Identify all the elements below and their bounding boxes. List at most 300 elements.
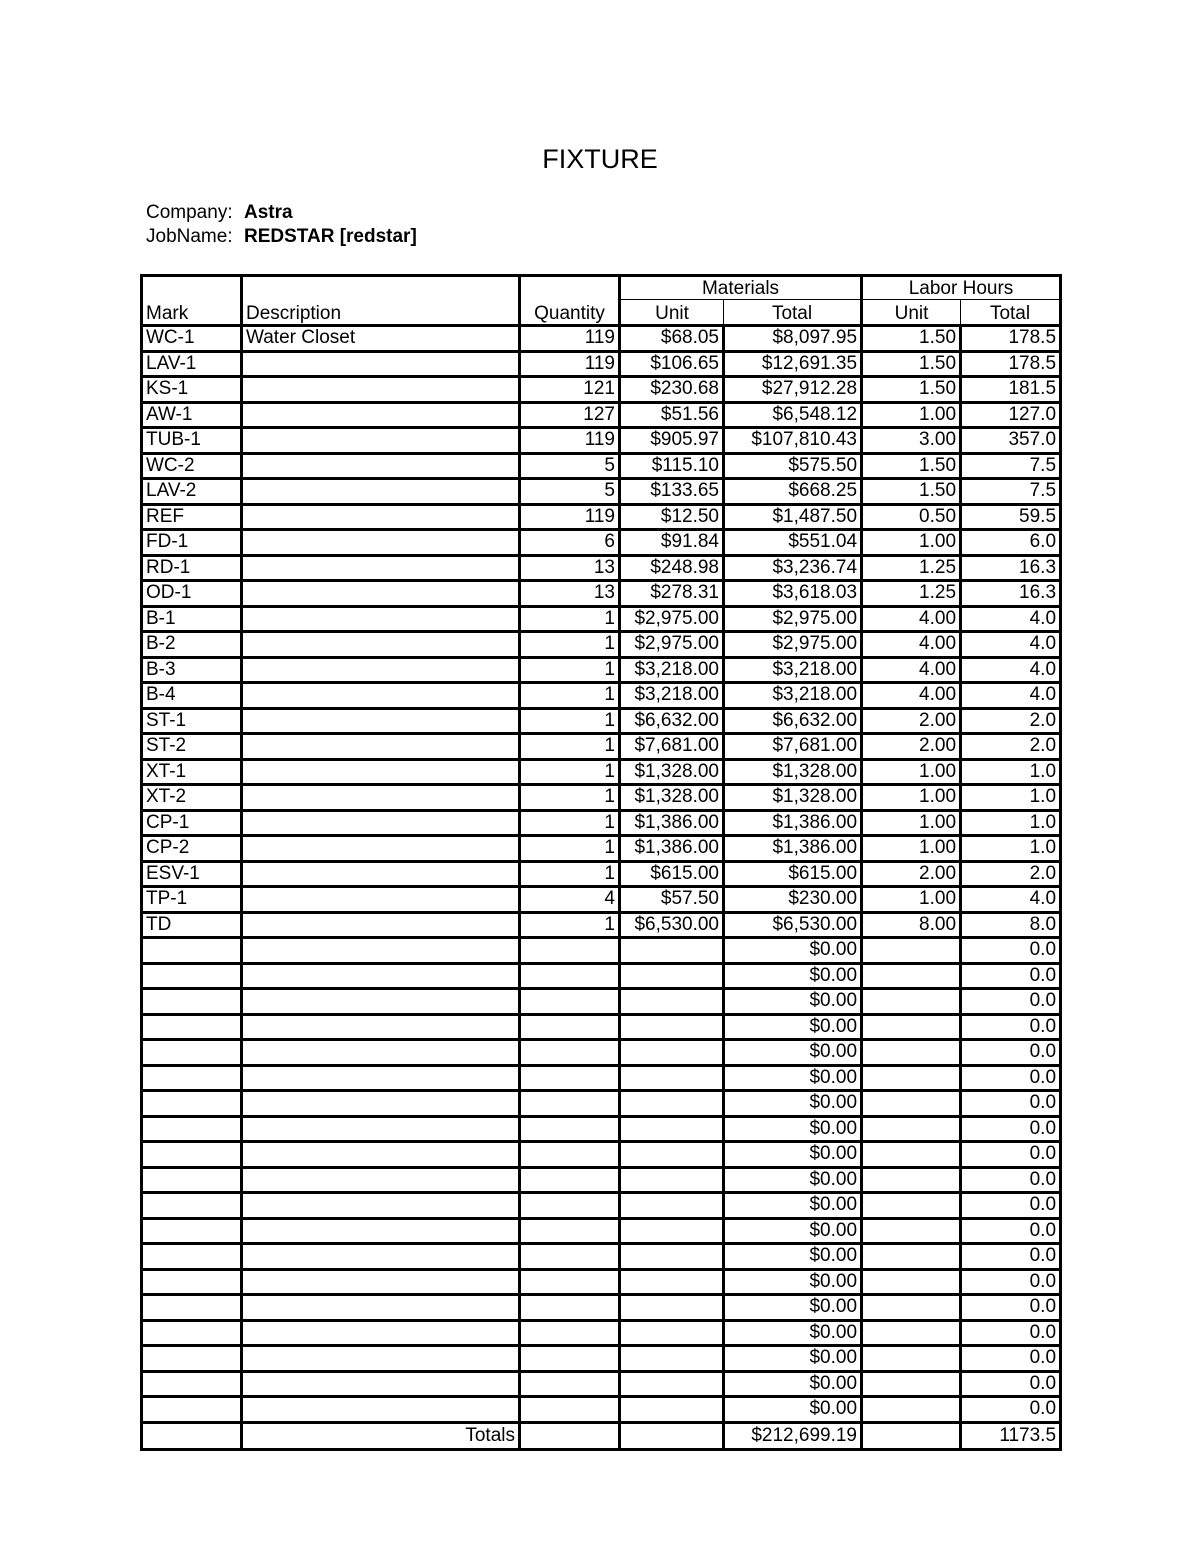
cell-labor-total: 2.0 bbox=[961, 708, 1061, 734]
table-row bbox=[142, 734, 1061, 760]
cell-materials-unit: $1,328.00 bbox=[620, 785, 724, 811]
fixture-table bbox=[140, 274, 1062, 1451]
cell-materials-unit bbox=[620, 1295, 724, 1321]
cell-materials-total: $27,912.28 bbox=[724, 377, 862, 403]
cell-materials-total: $0.00 bbox=[724, 1218, 862, 1244]
cell-materials-unit: $278.31 bbox=[620, 581, 724, 607]
cell-labor-total: 0.0 bbox=[961, 1040, 1061, 1066]
col-header-mark: Mark bbox=[142, 300, 242, 326]
cell-mark: B-1 bbox=[142, 606, 242, 632]
cell-mark bbox=[142, 1269, 242, 1295]
cell-description bbox=[242, 657, 520, 683]
cell-labor-total: 16.3 bbox=[961, 555, 1061, 581]
cell-labor-unit: 1.00 bbox=[862, 402, 961, 428]
cell-materials-unit: $3,218.00 bbox=[620, 657, 724, 683]
cell-description bbox=[242, 1040, 520, 1066]
cell-labor-unit bbox=[862, 1269, 961, 1295]
col-header-labor-total: Total bbox=[961, 300, 1061, 326]
cell-quantity: 6 bbox=[520, 530, 620, 556]
labor-hours-group-header: Labor Hours bbox=[862, 276, 1061, 300]
cell-quantity: 1 bbox=[520, 759, 620, 785]
cell-labor-total: 0.0 bbox=[961, 1167, 1061, 1193]
table-row bbox=[142, 1397, 1061, 1423]
cell-mark: OD-1 bbox=[142, 581, 242, 607]
jobname-label: JobName: bbox=[146, 226, 233, 247]
cell-quantity bbox=[520, 1167, 620, 1193]
cell-labor-total: 2.0 bbox=[961, 861, 1061, 887]
cell-description bbox=[242, 1269, 520, 1295]
cell-description bbox=[242, 785, 520, 811]
header-blank bbox=[520, 276, 620, 300]
cell-labor-unit bbox=[862, 1295, 961, 1321]
cell-materials-total: $0.00 bbox=[724, 963, 862, 989]
header-blank bbox=[142, 276, 242, 300]
cell-mark: WC-1 bbox=[142, 326, 242, 352]
cell-mark bbox=[142, 1014, 242, 1040]
cell-quantity bbox=[520, 1295, 620, 1321]
cell-labor-unit: 3.00 bbox=[862, 428, 961, 454]
cell-description bbox=[242, 428, 520, 454]
cell-quantity: 127 bbox=[520, 402, 620, 428]
cell-quantity: 1 bbox=[520, 836, 620, 862]
table-row bbox=[142, 1167, 1061, 1193]
cell-materials-total: $1,328.00 bbox=[724, 759, 862, 785]
cell-labor-unit bbox=[862, 1397, 961, 1423]
cell-quantity: 1 bbox=[520, 861, 620, 887]
cell-labor-unit: 1.50 bbox=[862, 326, 961, 352]
page-title: FIXTURE bbox=[542, 144, 658, 174]
cell-materials-total: $0.00 bbox=[724, 1371, 862, 1397]
cell-mark bbox=[142, 1218, 242, 1244]
cell-labor-unit: 1.50 bbox=[862, 479, 961, 505]
cell-quantity: 1 bbox=[520, 683, 620, 709]
cell-quantity bbox=[520, 1320, 620, 1346]
cell-description: Water Closet bbox=[242, 326, 520, 352]
cell-labor-unit bbox=[862, 1091, 961, 1117]
cell-description bbox=[242, 1244, 520, 1270]
company-line bbox=[146, 201, 293, 225]
cell-quantity bbox=[520, 1397, 620, 1423]
cell-description bbox=[242, 912, 520, 938]
col-header-materials-total: Total bbox=[724, 300, 862, 326]
table-row bbox=[142, 1116, 1061, 1142]
cell-quantity bbox=[520, 1371, 620, 1397]
cell-description bbox=[242, 963, 520, 989]
cell-materials-unit bbox=[620, 1167, 724, 1193]
cell-labor-total: 0.0 bbox=[961, 1193, 1061, 1219]
cell-mark: WC-2 bbox=[142, 453, 242, 479]
cell-labor-total: 181.5 bbox=[961, 377, 1061, 403]
cell-labor-unit bbox=[862, 989, 961, 1015]
cell-labor-total: 8.0 bbox=[961, 912, 1061, 938]
cell-labor-total: 357.0 bbox=[961, 428, 1061, 454]
cell-materials-total: $2,975.00 bbox=[724, 606, 862, 632]
cell-quantity: 121 bbox=[520, 377, 620, 403]
cell-quantity: 1 bbox=[520, 606, 620, 632]
cell-labor-total: 0.0 bbox=[961, 1065, 1061, 1091]
group-header-row bbox=[142, 276, 1061, 300]
table-row bbox=[142, 1218, 1061, 1244]
cell-materials-total: $0.00 bbox=[724, 1065, 862, 1091]
cell-description bbox=[242, 1320, 520, 1346]
cell-materials-unit bbox=[620, 1320, 724, 1346]
cell-labor-unit: 1.50 bbox=[862, 351, 961, 377]
cell-materials-unit: $615.00 bbox=[620, 861, 724, 887]
table-row bbox=[142, 887, 1061, 913]
cell-materials-unit: $12.50 bbox=[620, 504, 724, 530]
cell-description bbox=[242, 938, 520, 964]
totals-blank bbox=[520, 1422, 620, 1449]
totals-blank bbox=[620, 1422, 724, 1449]
cell-materials-unit bbox=[620, 1142, 724, 1168]
cell-materials-total: $107,810.43 bbox=[724, 428, 862, 454]
cell-materials-unit bbox=[620, 1116, 724, 1142]
cell-labor-total: 0.0 bbox=[961, 938, 1061, 964]
cell-labor-total: 178.5 bbox=[961, 351, 1061, 377]
company-label: Company: bbox=[146, 202, 233, 223]
cell-materials-total: $0.00 bbox=[724, 1193, 862, 1219]
cell-materials-total: $1,386.00 bbox=[724, 810, 862, 836]
cell-materials-unit bbox=[620, 1091, 724, 1117]
cell-quantity: 5 bbox=[520, 479, 620, 505]
cell-materials-unit: $68.05 bbox=[620, 326, 724, 352]
cell-labor-total: 0.0 bbox=[961, 1142, 1061, 1168]
cell-materials-total: $12,691.35 bbox=[724, 351, 862, 377]
cell-materials-unit: $7,681.00 bbox=[620, 734, 724, 760]
cell-labor-total: 4.0 bbox=[961, 887, 1061, 913]
cell-materials-total: $575.50 bbox=[724, 453, 862, 479]
cell-materials-total: $0.00 bbox=[724, 1244, 862, 1270]
cell-quantity: 13 bbox=[520, 555, 620, 581]
totals-materials-total: $212,699.19 bbox=[724, 1422, 862, 1449]
cell-materials-total: $0.00 bbox=[724, 989, 862, 1015]
cell-labor-unit: 1.50 bbox=[862, 453, 961, 479]
cell-labor-total: 59.5 bbox=[961, 504, 1061, 530]
cell-description bbox=[242, 1116, 520, 1142]
cell-labor-unit: 4.00 bbox=[862, 683, 961, 709]
cell-labor-total: 4.0 bbox=[961, 606, 1061, 632]
table-row bbox=[142, 1193, 1061, 1219]
table-row bbox=[142, 1142, 1061, 1168]
cell-materials-total: $1,487.50 bbox=[724, 504, 862, 530]
cell-description bbox=[242, 377, 520, 403]
table-row bbox=[142, 810, 1061, 836]
table-row bbox=[142, 1091, 1061, 1117]
cell-mark bbox=[142, 1167, 242, 1193]
table-row bbox=[142, 989, 1061, 1015]
cell-description bbox=[242, 479, 520, 505]
cell-labor-total: 2.0 bbox=[961, 734, 1061, 760]
cell-labor-unit: 4.00 bbox=[862, 606, 961, 632]
cell-mark: TD bbox=[142, 912, 242, 938]
cell-materials-total: $0.00 bbox=[724, 1116, 862, 1142]
cell-labor-total: 0.0 bbox=[961, 1218, 1061, 1244]
cell-labor-unit: 2.00 bbox=[862, 734, 961, 760]
cell-description bbox=[242, 1397, 520, 1423]
cell-materials-unit bbox=[620, 1040, 724, 1066]
cell-materials-unit: $1,386.00 bbox=[620, 836, 724, 862]
table-row bbox=[142, 377, 1061, 403]
cell-labor-unit: 1.00 bbox=[862, 887, 961, 913]
cell-labor-unit: 1.25 bbox=[862, 581, 961, 607]
totals-row bbox=[142, 1422, 1061, 1449]
cell-materials-unit bbox=[620, 1014, 724, 1040]
cell-quantity bbox=[520, 1346, 620, 1372]
cell-labor-total: 1.0 bbox=[961, 836, 1061, 862]
cell-quantity bbox=[520, 989, 620, 1015]
cell-labor-unit bbox=[862, 1244, 961, 1270]
cell-labor-unit: 4.00 bbox=[862, 632, 961, 658]
cell-mark: ESV-1 bbox=[142, 861, 242, 887]
cell-quantity: 1 bbox=[520, 734, 620, 760]
cell-labor-total: 4.0 bbox=[961, 657, 1061, 683]
cell-labor-unit: 1.25 bbox=[862, 555, 961, 581]
cell-mark bbox=[142, 989, 242, 1015]
cell-description bbox=[242, 402, 520, 428]
table-row bbox=[142, 938, 1061, 964]
cell-quantity bbox=[520, 1218, 620, 1244]
cell-labor-unit: 1.00 bbox=[862, 530, 961, 556]
cell-mark bbox=[142, 1193, 242, 1219]
table-row bbox=[142, 402, 1061, 428]
cell-materials-unit: $91.84 bbox=[620, 530, 724, 556]
cell-labor-unit bbox=[862, 1167, 961, 1193]
cell-mark bbox=[142, 1320, 242, 1346]
cell-description bbox=[242, 708, 520, 734]
cell-mark: XT-1 bbox=[142, 759, 242, 785]
cell-description bbox=[242, 1371, 520, 1397]
cell-materials-total: $1,328.00 bbox=[724, 785, 862, 811]
cell-mark bbox=[142, 1371, 242, 1397]
cell-mark bbox=[142, 1142, 242, 1168]
cell-materials-unit: $248.98 bbox=[620, 555, 724, 581]
cell-quantity bbox=[520, 1244, 620, 1270]
cell-mark bbox=[142, 1116, 242, 1142]
cell-quantity: 1 bbox=[520, 810, 620, 836]
cell-materials-unit bbox=[620, 1193, 724, 1219]
cell-description bbox=[242, 1065, 520, 1091]
cell-labor-total: 1.0 bbox=[961, 785, 1061, 811]
cell-labor-unit bbox=[862, 1193, 961, 1219]
cell-materials-total: $0.00 bbox=[724, 1142, 862, 1168]
table-row bbox=[142, 861, 1061, 887]
cell-labor-total: 0.0 bbox=[961, 1091, 1061, 1117]
cell-description bbox=[242, 1014, 520, 1040]
cell-mark: REF bbox=[142, 504, 242, 530]
table-row bbox=[142, 1269, 1061, 1295]
cell-description bbox=[242, 1167, 520, 1193]
cell-labor-total: 0.0 bbox=[961, 1397, 1061, 1423]
col-header-labor-unit: Unit bbox=[862, 300, 961, 326]
cell-labor-total: 0.0 bbox=[961, 1295, 1061, 1321]
cell-quantity: 1 bbox=[520, 708, 620, 734]
cell-mark: RD-1 bbox=[142, 555, 242, 581]
cell-labor-unit bbox=[862, 1014, 961, 1040]
cell-description bbox=[242, 453, 520, 479]
cell-description bbox=[242, 989, 520, 1015]
cell-labor-total: 1.0 bbox=[961, 759, 1061, 785]
cell-materials-total: $668.25 bbox=[724, 479, 862, 505]
table-row bbox=[142, 1346, 1061, 1372]
cell-labor-total: 7.5 bbox=[961, 453, 1061, 479]
cell-mark: ST-2 bbox=[142, 734, 242, 760]
cell-mark: LAV-1 bbox=[142, 351, 242, 377]
cell-mark: B-4 bbox=[142, 683, 242, 709]
cell-quantity: 13 bbox=[520, 581, 620, 607]
table-row bbox=[142, 1040, 1061, 1066]
table-row bbox=[142, 1065, 1061, 1091]
cell-materials-unit: $905.97 bbox=[620, 428, 724, 454]
cell-materials-total: $0.00 bbox=[724, 1014, 862, 1040]
table-row bbox=[142, 632, 1061, 658]
cell-labor-total: 0.0 bbox=[961, 1320, 1061, 1346]
cell-materials-total: $1,386.00 bbox=[724, 836, 862, 862]
cell-mark: TUB-1 bbox=[142, 428, 242, 454]
cell-quantity: 4 bbox=[520, 887, 620, 913]
cell-materials-total: $0.00 bbox=[724, 1346, 862, 1372]
col-header-description: Description bbox=[242, 300, 520, 326]
cell-mark bbox=[142, 1065, 242, 1091]
cell-labor-unit: 4.00 bbox=[862, 657, 961, 683]
cell-quantity: 1 bbox=[520, 785, 620, 811]
cell-labor-total: 178.5 bbox=[961, 326, 1061, 352]
cell-materials-unit bbox=[620, 963, 724, 989]
cell-materials-unit: $2,975.00 bbox=[620, 606, 724, 632]
cell-mark: TP-1 bbox=[142, 887, 242, 913]
cell-materials-unit bbox=[620, 1065, 724, 1091]
cell-quantity bbox=[520, 1091, 620, 1117]
cell-mark: ST-1 bbox=[142, 708, 242, 734]
table-row bbox=[142, 708, 1061, 734]
cell-labor-unit bbox=[862, 1040, 961, 1066]
cell-labor-unit: 0.50 bbox=[862, 504, 961, 530]
cell-materials-total: $2,975.00 bbox=[724, 632, 862, 658]
cell-description bbox=[242, 1142, 520, 1168]
jobname-value: REDSTAR [redstar] bbox=[244, 226, 417, 247]
cell-labor-unit bbox=[862, 938, 961, 964]
cell-quantity: 119 bbox=[520, 428, 620, 454]
cell-quantity bbox=[520, 1193, 620, 1219]
cell-materials-total: $7,681.00 bbox=[724, 734, 862, 760]
cell-labor-total: 0.0 bbox=[961, 1116, 1061, 1142]
jobname-line bbox=[146, 225, 417, 249]
cell-description bbox=[242, 734, 520, 760]
cell-mark: B-2 bbox=[142, 632, 242, 658]
cell-description bbox=[242, 810, 520, 836]
cell-labor-unit: 2.00 bbox=[862, 861, 961, 887]
cell-description bbox=[242, 1346, 520, 1372]
cell-labor-total: 0.0 bbox=[961, 1014, 1061, 1040]
column-header-row bbox=[142, 300, 1061, 326]
table-row bbox=[142, 453, 1061, 479]
cell-materials-total: $0.00 bbox=[724, 1269, 862, 1295]
cell-description bbox=[242, 1295, 520, 1321]
table-row bbox=[142, 1014, 1061, 1040]
table-row bbox=[142, 351, 1061, 377]
cell-materials-total: $3,236.74 bbox=[724, 555, 862, 581]
cell-materials-unit bbox=[620, 1269, 724, 1295]
cell-materials-unit: $6,530.00 bbox=[620, 912, 724, 938]
cell-materials-unit bbox=[620, 989, 724, 1015]
cell-quantity: 119 bbox=[520, 351, 620, 377]
cell-labor-total: 0.0 bbox=[961, 1244, 1061, 1270]
cell-materials-total: $230.00 bbox=[724, 887, 862, 913]
cell-labor-unit: 8.00 bbox=[862, 912, 961, 938]
cell-description bbox=[242, 632, 520, 658]
totals-label: Totals bbox=[242, 1422, 520, 1449]
cell-materials-unit: $51.56 bbox=[620, 402, 724, 428]
cell-materials-unit: $133.65 bbox=[620, 479, 724, 505]
cell-quantity bbox=[520, 963, 620, 989]
cell-materials-unit bbox=[620, 1218, 724, 1244]
cell-materials-total: $615.00 bbox=[724, 861, 862, 887]
cell-labor-unit bbox=[862, 1346, 961, 1372]
cell-description bbox=[242, 861, 520, 887]
cell-materials-total: $0.00 bbox=[724, 1091, 862, 1117]
cell-materials-unit bbox=[620, 938, 724, 964]
cell-quantity: 1 bbox=[520, 912, 620, 938]
cell-materials-unit: $1,386.00 bbox=[620, 810, 724, 836]
cell-mark: LAV-2 bbox=[142, 479, 242, 505]
cell-labor-unit: 1.50 bbox=[862, 377, 961, 403]
cell-quantity: 1 bbox=[520, 657, 620, 683]
cell-labor-total: 0.0 bbox=[961, 1371, 1061, 1397]
cell-labor-total: 0.0 bbox=[961, 963, 1061, 989]
cell-materials-total: $0.00 bbox=[724, 1167, 862, 1193]
cell-quantity: 119 bbox=[520, 326, 620, 352]
cell-description bbox=[242, 504, 520, 530]
table-row bbox=[142, 912, 1061, 938]
cell-materials-unit bbox=[620, 1244, 724, 1270]
cell-materials-unit bbox=[620, 1346, 724, 1372]
cell-description bbox=[242, 759, 520, 785]
cell-materials-unit bbox=[620, 1371, 724, 1397]
cell-quantity bbox=[520, 938, 620, 964]
cell-materials-total: $8,097.95 bbox=[724, 326, 862, 352]
table-row bbox=[142, 1371, 1061, 1397]
cell-labor-total: 0.0 bbox=[961, 989, 1061, 1015]
table-row bbox=[142, 683, 1061, 709]
cell-description bbox=[242, 606, 520, 632]
cell-labor-total: 127.0 bbox=[961, 402, 1061, 428]
table-row bbox=[142, 504, 1061, 530]
cell-labor-unit: 1.00 bbox=[862, 785, 961, 811]
cell-description bbox=[242, 1218, 520, 1244]
cell-materials-total: $6,632.00 bbox=[724, 708, 862, 734]
cell-labor-unit bbox=[862, 1065, 961, 1091]
cell-description bbox=[242, 887, 520, 913]
cell-description bbox=[242, 555, 520, 581]
fixture-table-body bbox=[142, 276, 1061, 1450]
table-row bbox=[142, 759, 1061, 785]
cell-mark bbox=[142, 1040, 242, 1066]
cell-materials-total: $3,218.00 bbox=[724, 683, 862, 709]
cell-description bbox=[242, 530, 520, 556]
cell-labor-total: 1.0 bbox=[961, 810, 1061, 836]
cell-materials-total: $551.04 bbox=[724, 530, 862, 556]
header-blank bbox=[242, 276, 520, 300]
cell-mark: CP-2 bbox=[142, 836, 242, 862]
table-row bbox=[142, 555, 1061, 581]
cell-description bbox=[242, 1193, 520, 1219]
cell-quantity bbox=[520, 1014, 620, 1040]
cell-quantity bbox=[520, 1116, 620, 1142]
cell-labor-total: 0.0 bbox=[961, 1269, 1061, 1295]
cell-labor-unit: 1.00 bbox=[862, 810, 961, 836]
cell-description bbox=[242, 581, 520, 607]
cell-materials-unit: $3,218.00 bbox=[620, 683, 724, 709]
cell-quantity bbox=[520, 1040, 620, 1066]
